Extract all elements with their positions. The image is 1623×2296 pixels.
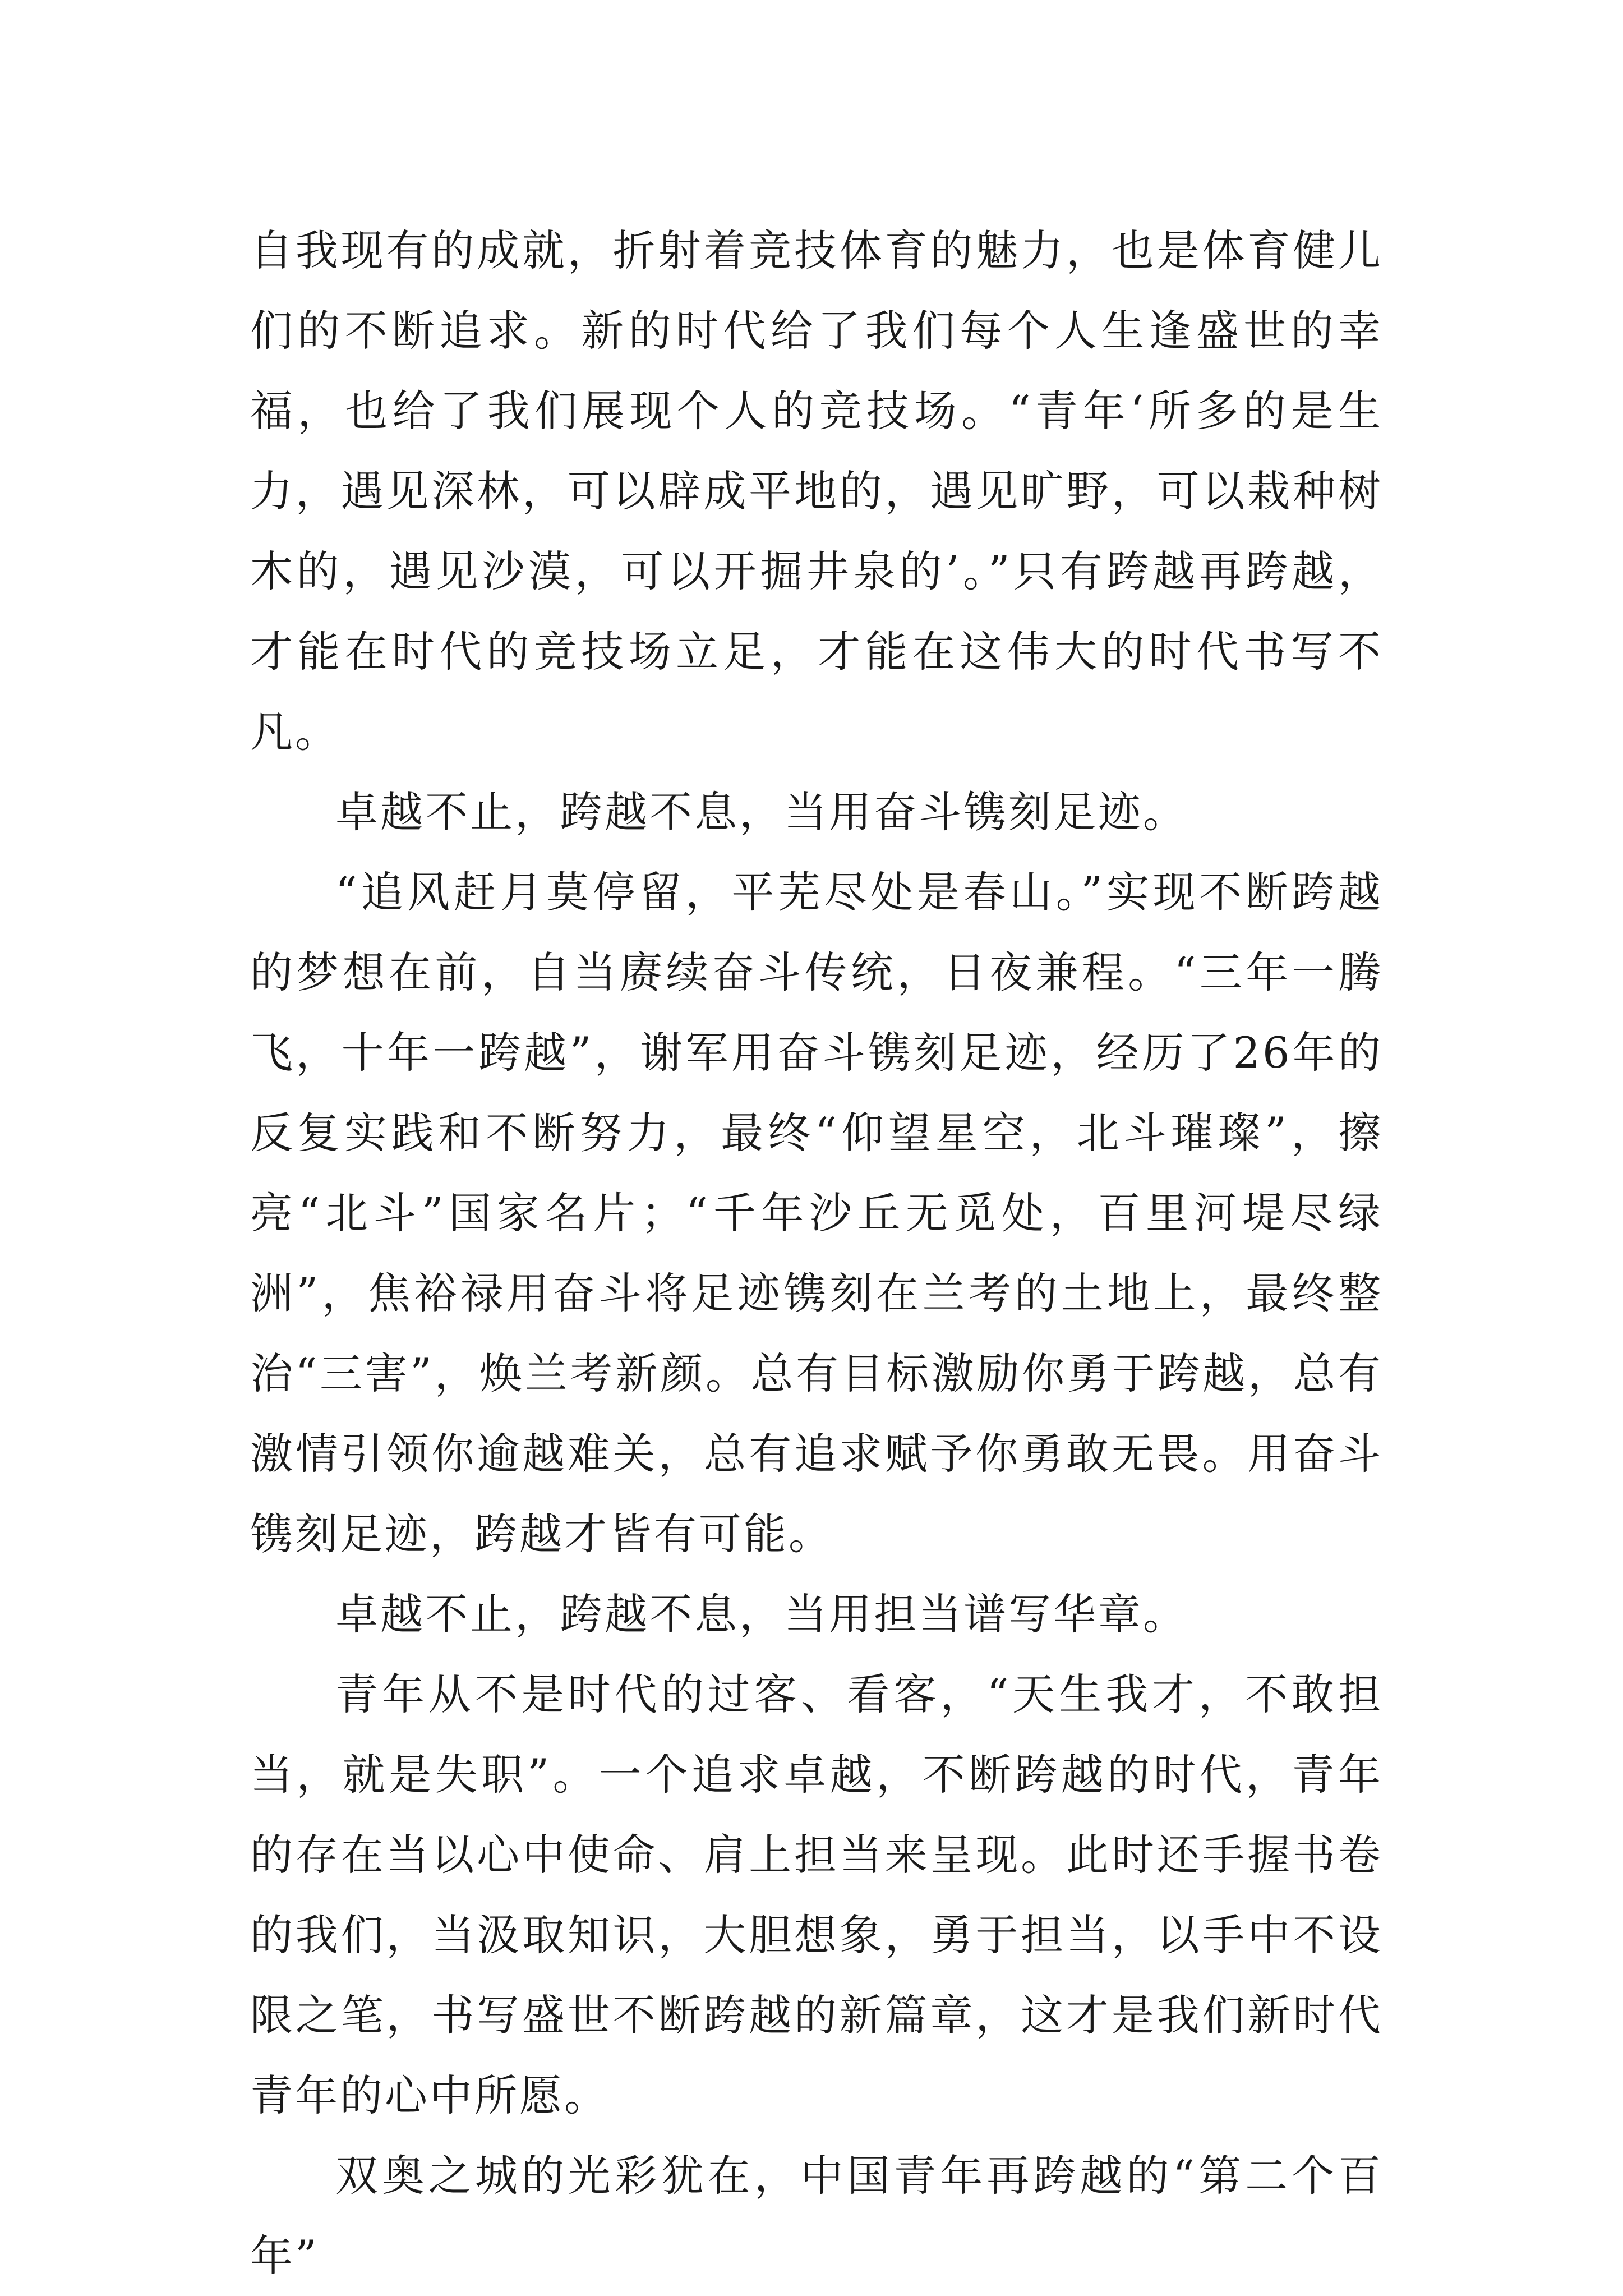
paragraph-1: 自我现有的成就，折射着竞技体育的魅力，也是体育健儿们的不断追求。新的时代给了我们每个人生逢盛世的幸福，也给了我们展现个人的竞技场。“青年‘所多的是生力，遇见深林，可以辟成平地的，遇见旷野，可以栽种树木的，遇见沙漠，可以开掘井泉的’。”只有跨越再跨越，才能在时代的竞技场立足，才能在这伟大的时代书写不凡。	[250, 226, 1383, 757]
paragraph-2-heading: 卓越不止，跨越不息，当用奋斗镌刻足迹。	[335, 787, 1188, 837]
document-body	[250, 210, 1383, 2296]
paragraph-4-heading: 卓越不止，跨越不息，当用担当谱写华章。	[335, 1589, 1188, 1639]
paragraph-5: 青年从不是时代的过客、看客，“天生我才，不敢担当，就是失职”。一个追求卓越，不断跨越的时代，青年的存在当以心中使命、肩上担当来呈现。此时还手握书卷的我们，当汲取知识，大胆想象，勇于担当，以手中不设限之笔，书写盛世不断跨越的新篇章，这才是我们新时代青年的心中所愿。	[250, 1669, 1383, 2120]
paragraph-6: 双奥之城的光彩犹在，中国青年再跨越的“第二个百年”	[250, 2151, 1383, 2281]
paragraph-3: “追风赶月莫停留，平芜尽处是春山。”实现不断跨越的梦想在前，自当赓续奋斗传统，日夜兼程。“三年一腾飞，十年一跨越”，谢军用奋斗镌刻足迹，经历了26年的反复实践和不断努力，最终“仰望星空，北斗璀璨”，擦亮“北斗”国家名片；“千年沙丘无觅处，百里河堤尽绿洲”，焦裕禄用奋斗将足迹镌刻在兰考的土地上，最终整治“三害”，焕兰考新颜。总有目标激励你勇于跨越，总有激情引领你逾越难关，总有追求赋予你勇敢无畏。用奋斗镌刻足迹，跨越才皆有可能。	[250, 867, 1383, 1559]
